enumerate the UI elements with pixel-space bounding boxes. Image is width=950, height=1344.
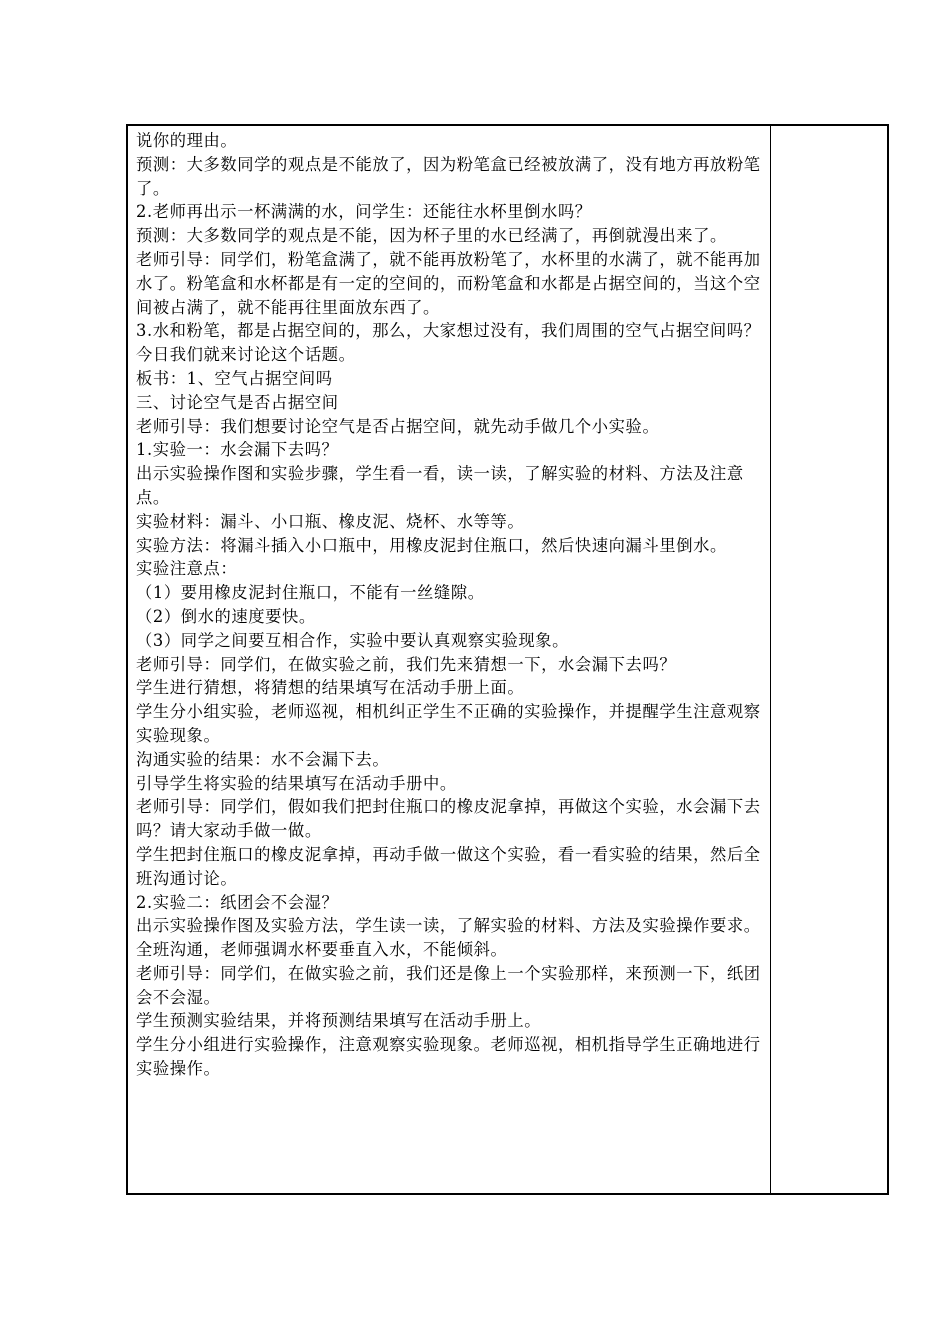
experiment-heading: 2.实验二：纸团会不会湿？ <box>136 892 339 912</box>
list-item: （1）要用橡皮泥封住瓶口，不能有一丝缝隙。 <box>136 583 485 603</box>
paragraph: 板书：1、空气占据空间吗 <box>136 368 333 388</box>
paragraph: 学生进行猜想，将猜想的结果填写在活动手册上面。 <box>136 678 525 698</box>
paragraph: 老师引导：同学们，在做实验之前，我们先来猜想一下，水会漏下去吗？ <box>136 654 677 674</box>
paragraph: 学生把封住瓶口的橡皮泥拿掉，再动手做一做这个实验，看一看实验的结果，然后全班沟通讨论。 <box>136 844 761 888</box>
notes-cell <box>771 126 887 1193</box>
paragraph: 老师引导：同学们，粉笔盒满了，就不能再放粉笔了，水杯里的水满了，就不能再加水了。粉笔盒和水杯都是有一定的空间的，而粉笔盒和水都是占据空间的，当这个空间被占满了，就不能再往里面放东西了。 <box>136 249 761 317</box>
paragraph: 2.老师再出示一杯满满的水，问学生：还能往水杯里倒水吗？ <box>136 202 592 222</box>
paragraph: 老师引导：同学们，假如我们把封住瓶口的橡皮泥拿掉，再做这个实验，水会漏下去吗？请大家动手做一做。 <box>136 797 761 841</box>
paragraph: 全班沟通，老师强调水杯要垂直入水，不能倾斜。 <box>136 940 508 960</box>
lesson-table <box>126 124 889 1195</box>
paragraph: 预测：大多数同学的观点是不能放了，因为粉笔盒已经被放满了，没有地方再放粉笔了。 <box>136 154 761 198</box>
paragraph: 3.水和粉笔，都是占据空间的，那么，大家想过没有，我们周围的空气占据空间吗？今日我们就来讨论这个话题。 <box>136 321 761 365</box>
paragraph: 沟通实验的结果：水不会漏下去。 <box>136 749 390 769</box>
paragraph: 出示实验操作图及实验方法，学生读一读，了解实验的材料、方法及实验操作要求。 <box>136 916 761 936</box>
list-item: （3）同学之间要互相合作，实验中要认真观察实验现象。 <box>136 630 569 650</box>
list-item: （2）倒水的速度要快。 <box>136 606 316 626</box>
paragraph: 学生预测实验结果，并将预测结果填写在活动手册上。 <box>136 1011 542 1031</box>
section-heading: 三、讨论空气是否占据空间 <box>136 392 339 412</box>
paragraph: 实验材料：漏斗、小口瓶、橡皮泥、烧杯、水等等。 <box>136 511 525 531</box>
paragraph: 实验注意点： <box>136 559 238 579</box>
paragraph: 引导学生将实验的结果填写在活动手册中。 <box>136 773 457 793</box>
paragraph: 实验方法：将漏斗插入小口瓶中，用橡皮泥封住瓶口，然后快速向漏斗里倒水。 <box>136 535 727 555</box>
paragraph: 学生分小组进行实验操作，注意观察实验现象。老师巡视，相机指导学生正确地进行实验操作。 <box>136 1035 761 1079</box>
paragraph: 出示实验操作图和实验步骤，学生看一看，读一读，了解实验的材料、方法及注意点。 <box>136 464 744 507</box>
paragraph: 老师引导：同学们，在做实验之前，我们还是像上一个实验那样，来预测一下，纸团会不会湿。 <box>136 963 761 1007</box>
paragraph: 说你的理由。 <box>136 131 238 150</box>
paragraph: 预测：大多数同学的观点是不能，因为杯子里的水已经满了，再倒就漫出来了。 <box>136 226 727 246</box>
experiment-heading: 1.实验一：水会漏下去吗？ <box>136 440 339 460</box>
lesson-content-cell <box>128 126 771 1193</box>
paragraph: 学生分小组实验，老师巡视，相机纠正学生不正确的实验操作，并提醒学生注意观察实验现象。 <box>136 702 761 745</box>
paragraph: 老师引导：我们想要讨论空气是否占据空间，就先动手做几个小实验。 <box>136 416 660 436</box>
